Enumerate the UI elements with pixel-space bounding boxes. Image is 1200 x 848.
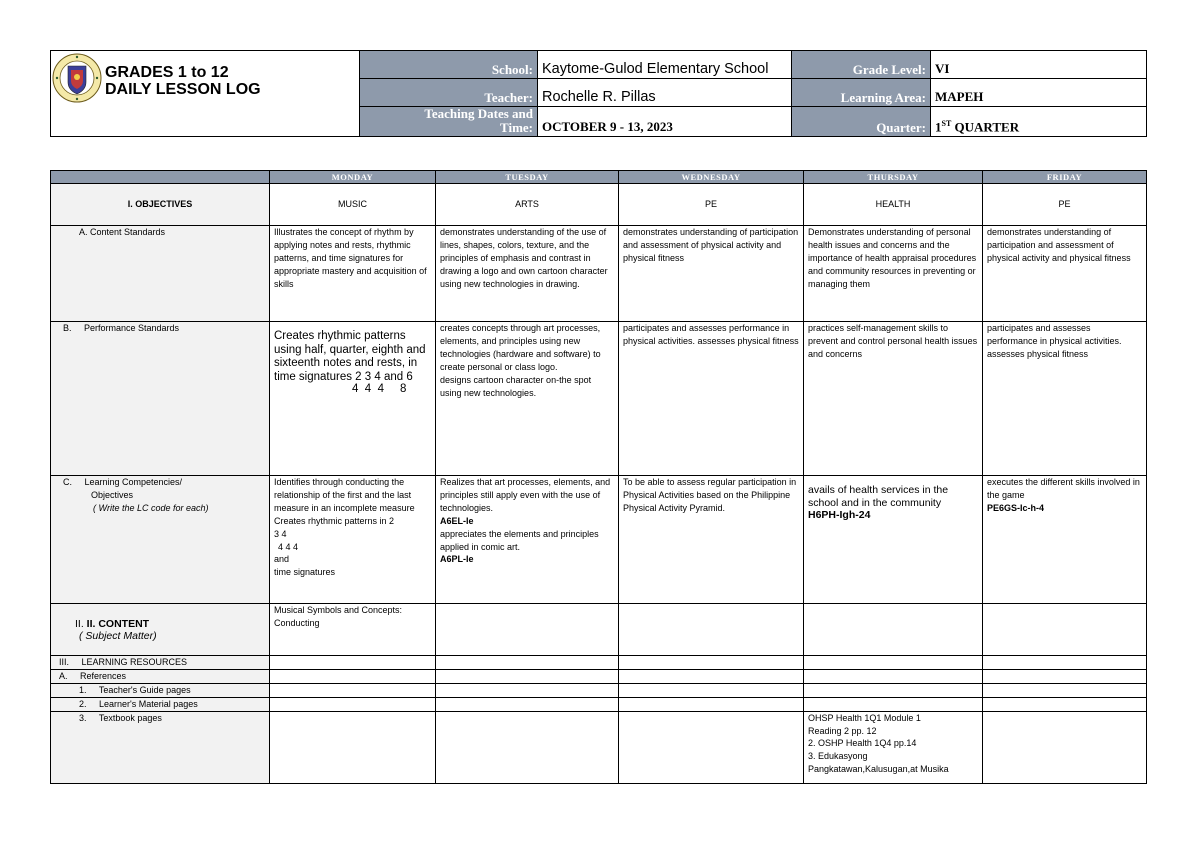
document-title bbox=[105, 64, 261, 98]
learning-resources-label: III. LEARNING RESOURCES bbox=[51, 656, 270, 670]
learning-competencies-tuesday: Realizes that art processes, elements, and principles still apply even with the use of technologies. A6EL-Ie appreciates the elements and principles applied in comic art. A6PL-Ie bbox=[436, 476, 619, 604]
learning-competencies-label: C. Learning Competencies/ Objectives ( Write the LC code for each) bbox=[51, 476, 270, 604]
grade-level-value: VI bbox=[931, 51, 1147, 79]
content-tuesday bbox=[436, 604, 619, 656]
references-label: A. References bbox=[51, 669, 270, 683]
teacher-value: Rochelle R. Pillas bbox=[538, 79, 792, 107]
school-value: Kaytome-Gulod Elementary School bbox=[538, 51, 792, 79]
objectives-label: I. OBJECTIVES bbox=[51, 184, 270, 226]
content-thursday bbox=[804, 604, 983, 656]
quarter-value: 1ST QUARTER bbox=[931, 107, 1147, 137]
performance-standards-label: B. Performance Standards bbox=[51, 322, 270, 476]
subject-wednesday: PE bbox=[619, 184, 804, 226]
performance-standards-monday: Creates rhythmic patterns using half, quarter, eighth and sixteenth notes and rests, in time signatures 2 3 4 and 6 4 4 4 8 bbox=[270, 322, 436, 476]
day-monday: MONDAY bbox=[270, 171, 436, 184]
textbook-pages-label: 3. Textbook pages bbox=[51, 711, 270, 783]
teachers-guide-label: 1. Teacher's Guide pages bbox=[51, 683, 270, 697]
day-thursday: THURSDAY bbox=[804, 171, 983, 184]
learners-material-label: 2. Learner's Material pages bbox=[51, 697, 270, 711]
learners-material-row bbox=[51, 697, 1147, 711]
grade-level-label: Grade Level: bbox=[792, 51, 931, 79]
content-standards-monday: Illustrates the concept of rhythm by applying notes and rests, rhythmic patterns, and time signatures for appropriate mastery and acquisition of skills bbox=[270, 226, 436, 322]
learning-competencies-row bbox=[51, 476, 1147, 604]
day-header-row bbox=[51, 171, 1147, 184]
content-wednesday bbox=[619, 604, 804, 656]
performance-standards-tuesday: creates concepts through art processes, elements, and principles using new technologies (hardware and software) to create personal or class logo. designs cartoon character on-the spot using new technologies. bbox=[436, 322, 619, 476]
teaching-dates-label: Teaching Dates and Time: bbox=[360, 107, 538, 137]
content-monday: Musical Symbols and Concepts: Conducting bbox=[270, 604, 436, 656]
teachers-guide-row bbox=[51, 683, 1147, 697]
performance-standards-wednesday: participates and assesses performance in physical activities. assesses physical fitness bbox=[619, 322, 804, 476]
day-wednesday: WEDNESDAY bbox=[619, 171, 804, 184]
content-standards-row bbox=[51, 226, 1147, 322]
learning-area-label: Learning Area: bbox=[792, 79, 931, 107]
quarter-label: Quarter: bbox=[792, 107, 931, 137]
day-friday: FRIDAY bbox=[983, 171, 1147, 184]
textbook-pages-thursday: OHSP Health 1Q1 Module 1 Reading 2 pp. 12 2. OSHP Health 1Q4 pp.14 3. Edukasyong Pangkatawan,Kalusugan,at Musika bbox=[804, 711, 983, 783]
learning-competencies-thursday: avails of health services in the school and in the community H6PH-Igh-24 bbox=[804, 476, 983, 604]
day-header-blank bbox=[51, 171, 270, 184]
content-standards-wednesday: demonstrates understanding of participation and assessment of physical activity and physical fitness bbox=[619, 226, 804, 322]
learning-competencies-wednesday: To be able to assess regular participation in Physical Activities based on the Philippine Physical Activity Pyramid. bbox=[619, 476, 804, 604]
content-friday bbox=[983, 604, 1147, 656]
subject-monday: MUSIC bbox=[270, 184, 436, 226]
textbook-pages-row bbox=[51, 711, 1147, 783]
learning-resources-row bbox=[51, 656, 1147, 670]
logo-title-cell bbox=[51, 51, 360, 137]
performance-standards-friday: participates and assesses performance in physical activities. assesses physical fitness bbox=[983, 322, 1147, 476]
title-line-1: GRADES 1 to 12 bbox=[105, 64, 229, 81]
day-tuesday: TUESDAY bbox=[436, 171, 619, 184]
lesson-log-table bbox=[50, 170, 1147, 784]
content-standards-tuesday: demonstrates understanding of the use of lines, shapes, colors, texture, and the principles of emphasis and contrast in drawing a logo and own cartoon character using new technologies in drawing. bbox=[436, 226, 619, 322]
performance-standards-row bbox=[51, 322, 1147, 476]
school-label: School: bbox=[360, 51, 538, 79]
objectives-row bbox=[51, 184, 1147, 226]
subject-tuesday: ARTS bbox=[436, 184, 619, 226]
teaching-dates-value: OCTOBER 9 - 13, 2023 bbox=[538, 107, 792, 137]
learning-competencies-monday: Identifies through conducting the relationship of the first and the last measure in an incomplete measure Creates rhythmic patterns in 2 3 4 4 4 4 and time signatures bbox=[270, 476, 436, 604]
content-label: II. II. CONTENT ( Subject Matter) bbox=[51, 604, 270, 656]
references-row bbox=[51, 669, 1147, 683]
subject-thursday: HEALTH bbox=[804, 184, 983, 226]
content-standards-label: A. Content Standards bbox=[51, 226, 270, 322]
learning-area-value: MAPEH bbox=[931, 79, 1147, 107]
title-line-2: DAILY LESSON LOG bbox=[105, 81, 261, 98]
deped-seal-icon bbox=[51, 52, 103, 104]
performance-standards-thursday: practices self-management skills to prevent and control personal health issues and concerns bbox=[804, 322, 983, 476]
header-table bbox=[50, 50, 1147, 137]
content-standards-friday: demonstrates understanding of participation and assessment of physical activity and physical fitness bbox=[983, 226, 1147, 322]
teacher-label: Teacher: bbox=[360, 79, 538, 107]
subject-friday: PE bbox=[983, 184, 1147, 226]
content-row bbox=[51, 604, 1147, 656]
learning-competencies-friday: executes the different skills involved in the game PE6GS-Ic-h-4 bbox=[983, 476, 1147, 604]
content-standards-thursday: Demonstrates understanding of personal health issues and concerns and the importance of health appraisal procedures and community resources in preventing or managing them bbox=[804, 226, 983, 322]
